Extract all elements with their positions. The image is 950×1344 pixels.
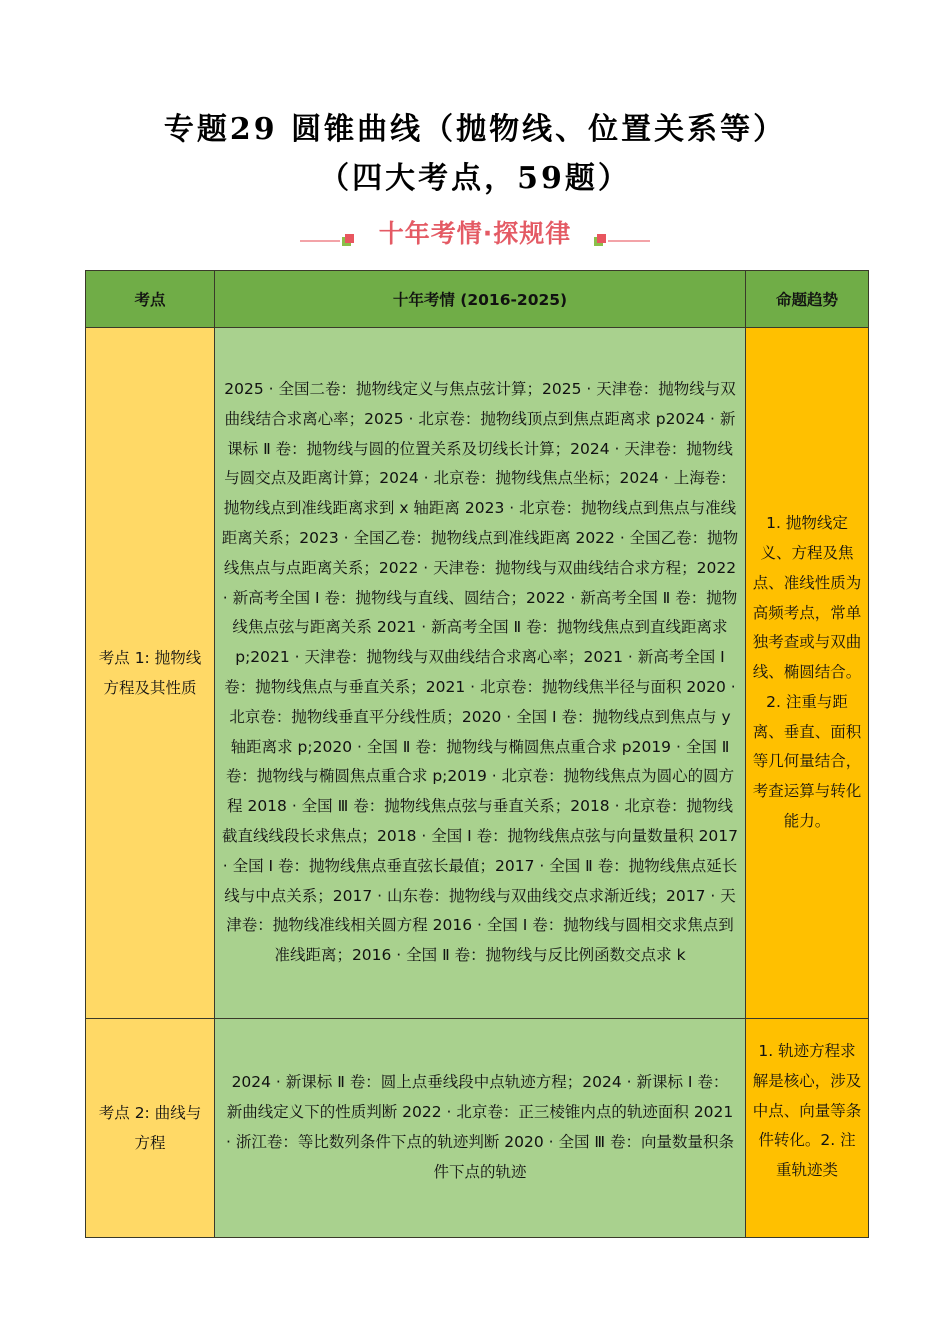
banner-right-rule: [608, 240, 650, 242]
table-row: [86, 328, 869, 1019]
exam-point-cell: 考点 1: 抛物线方程及其性质: [86, 328, 215, 1019]
header-trend: 命题趋势: [746, 271, 869, 328]
history-cell: 2025 · 全国二卷：抛物线定义与焦点弦计算；2025 · 天津卷：抛物线与双曲线结合求离心率；2025 · 北京卷：抛物线顶点到焦点距离求 p2024 · 新课标 Ⅱ 卷：抛物线与圆的位置关系及切线长计算；2024 · 天津卷：抛物线与圆交点及距离计算；2024 · 北京卷：抛物线焦点坐标；2024 · 上海卷：抛物线点到准线距离求到 x 轴距离 2023 · 北京卷：抛物线点到焦点与准线距离关系；2023 · 全国乙卷：抛物线点到准线距离 2022 · 全国乙卷：抛物线焦点与点距离关系；2022 · 天津卷：抛物线与双曲线结合求方程；2022 · 新高考全国 Ⅰ 卷：抛物线与直线、圆结合；2022 · 新高考全国 Ⅱ 卷：抛物线焦点弦与距离关系 2021 · 新高考全国 Ⅱ 卷：抛物线焦点到直线距离求 p;2021 · 天津卷：抛物线与双曲线结合求离心率；2021 · 新高考全国 Ⅰ 卷：抛物线焦点与垂直关系；2021 · 北京卷：抛物线焦半径与面积 2020 · 北京卷：抛物线垂直平分线性质；2020 · 全国 Ⅰ 卷：抛物线点到焦点与 y 轴距离求 p;2020 · 全国 Ⅱ 卷：抛物线与椭圆焦点重合求 p2019 · 全国 Ⅱ 卷：抛物线与椭圆焦点重合求 p;2019 · 北京卷：抛物线焦点为圆心的圆方程 2018 · 全国 Ⅲ 卷：抛物线焦点弦与垂直关系；2018 · 北京卷：抛物线截直线线段长求焦点；2018 · 全国 Ⅰ 卷：抛物线焦点弦与向量数量积 2017 · 全国 Ⅰ 卷：抛物线焦点垂直弦长最值；2017 · 全国 Ⅱ 卷：抛物线焦点延长线与中点关系；2017 · 山东卷：抛物线与双曲线交点求渐近线；2017 · 天津卷：抛物线准线相关圆方程 2016 · 全国 Ⅰ 卷：抛物线与圆相交求焦点到准线距离；2016 · 全国 Ⅱ 卷：抛物线与反比例函数交点求 k: [215, 328, 746, 1019]
document-subtitle: （四大考点，59题）: [319, 161, 631, 196]
banner-right-square-icon: [597, 234, 606, 243]
section-banner: [300, 212, 650, 252]
exam-analysis-table: [85, 270, 869, 1238]
header-ten-year-history: 十年考情 (2016-2025): [215, 271, 746, 328]
table-header-row: [86, 271, 869, 328]
document-title: 专题29 圆锥曲线（抛物线、位置关系等）: [163, 112, 787, 147]
banner-text: 十年考情·探规律: [378, 219, 572, 248]
trend-cell: 1. 轨迹方程求解是核心，涉及中点、向量等条件转化。2. 注重轨迹类: [746, 1019, 869, 1238]
table-row: [86, 1019, 869, 1238]
exam-point-cell: 考点 2: 曲线与方程: [86, 1019, 215, 1238]
history-cell: 2024 · 新课标 Ⅱ 卷：圆上点垂线段中点轨迹方程；2024 · 新课标 Ⅰ 卷：新曲线定义下的性质判断 2022 · 北京卷：正三棱锥内点的轨迹面积 2021 · 浙江卷：等比数列条件下点的轨迹判断 2020 · 全国 Ⅲ 卷：向量数量积条件下点的轨迹: [215, 1019, 746, 1238]
header-exam-point: 考点: [86, 271, 215, 328]
trend-cell: 1. 抛物线定义、方程及焦点、准线性质为高频考点，常单独考查或与双曲线、椭圆结合。2. 注重与距离、垂直、面积等几何量结合，考查运算与转化能力。: [746, 328, 869, 1019]
